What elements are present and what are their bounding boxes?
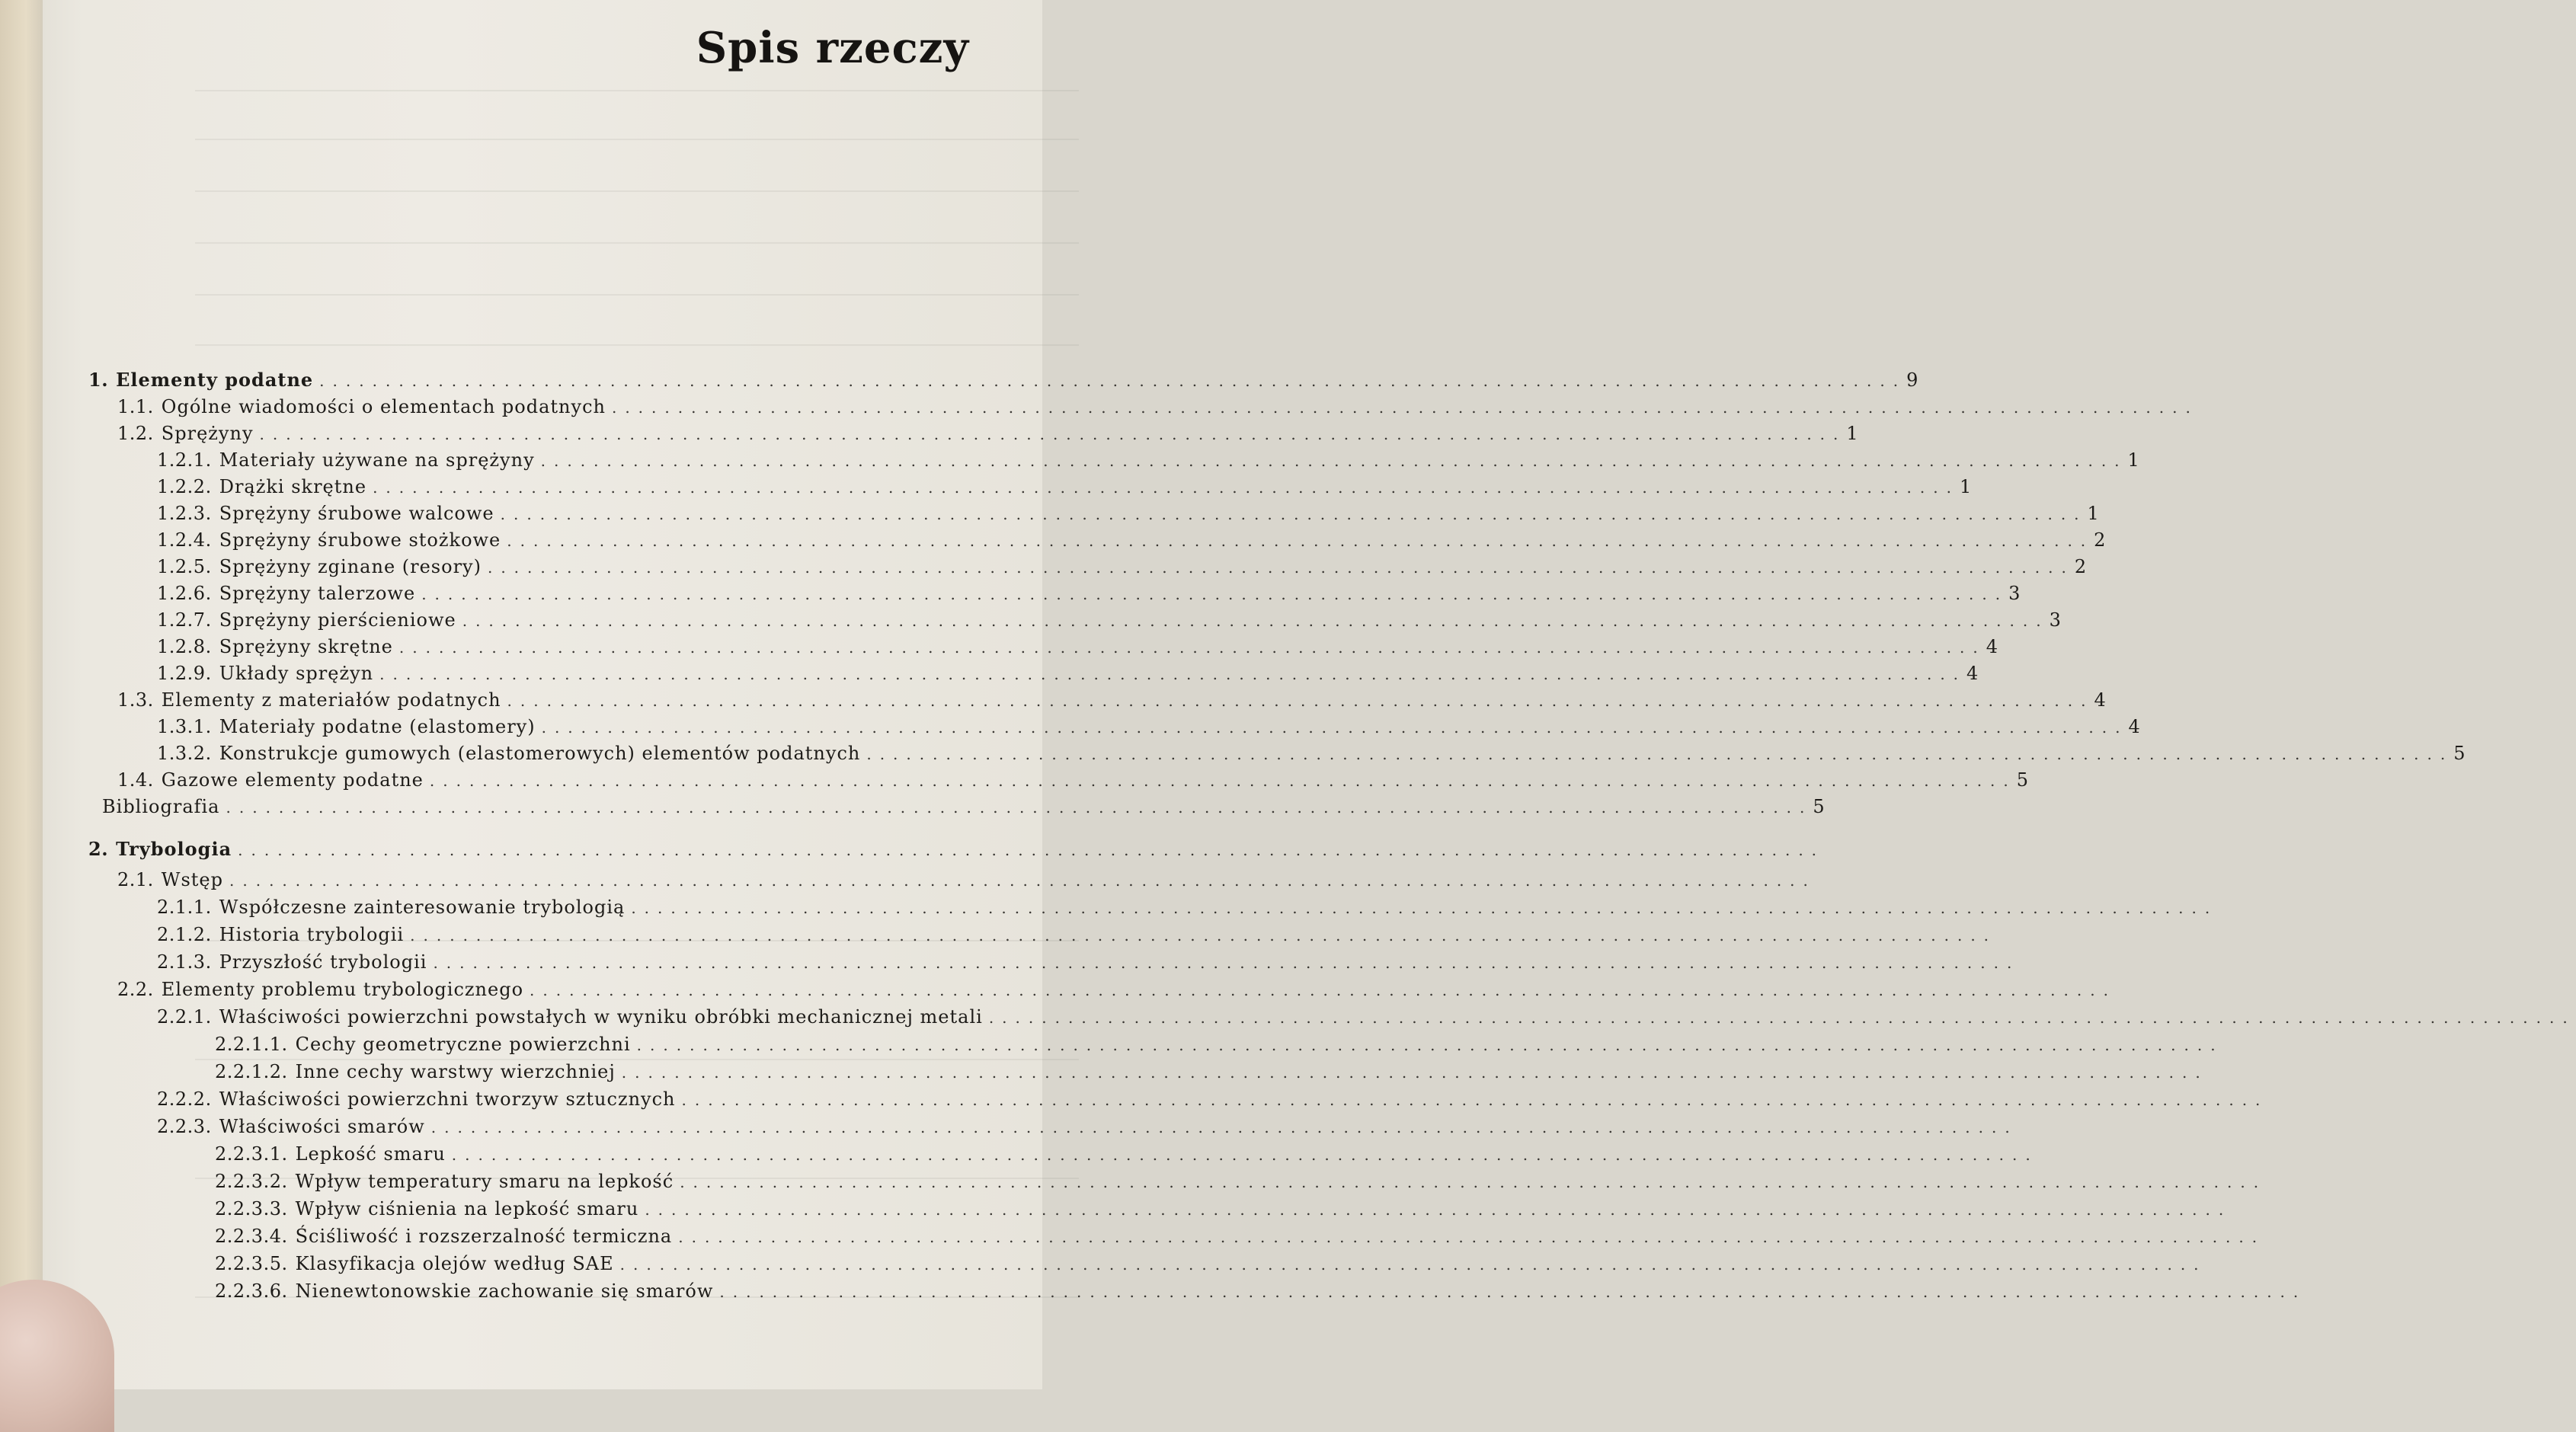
dot-leader: ........................................................................................................................ bbox=[398, 638, 1986, 657]
toc-entry-title: Bibliografia bbox=[102, 796, 220, 817]
dot-leader: ........................................................................................................................ bbox=[430, 1118, 2018, 1136]
dot-leader: ........................................................................................................................ bbox=[373, 478, 1960, 497]
dot-leader: ........................................................................................................................ bbox=[636, 1036, 2224, 1054]
toc-entry-number: 1.2.4. bbox=[157, 529, 212, 551]
toc-entry[interactable] bbox=[157, 1086, 2269, 1112]
toc-entry-title: Elementy z materiałów podatnych bbox=[161, 689, 501, 711]
dot-leader: ........................................................................................................................ bbox=[451, 1146, 2039, 1164]
toc-entry-title: Sprężyny śrubowe stożkowe bbox=[219, 529, 501, 551]
book-spine bbox=[0, 0, 48, 1389]
book-page bbox=[43, 0, 2576, 1389]
toc-entry-page: 1 bbox=[1846, 423, 1858, 444]
toc-entry-title: Współczesne zainteresowanie trybologią bbox=[219, 897, 626, 918]
toc-entry-number: 1.3. bbox=[117, 689, 154, 711]
toc-entry-number: 1.1. bbox=[117, 396, 154, 417]
dot-leader: ........................................................................................................................ bbox=[433, 954, 2021, 972]
toc-entry-title: Lepkość smaru bbox=[295, 1143, 446, 1165]
toc-entry[interactable] bbox=[157, 500, 2099, 526]
bleed-through-line bbox=[195, 90, 1079, 91]
toc-entry[interactable] bbox=[157, 634, 1998, 660]
toc-entry[interactable] bbox=[157, 607, 2061, 633]
toc-entry[interactable] bbox=[215, 1278, 2307, 1304]
toc-entry-page: 1 bbox=[2127, 449, 2139, 471]
toc-entry-title: Ogólne wiadomości o elementach podatnych bbox=[161, 396, 606, 417]
toc-entry-number: 2.2.1. bbox=[157, 1006, 212, 1028]
toc-entry[interactable] bbox=[157, 1004, 2576, 1030]
toc-entry-number: 2.2.1.2. bbox=[215, 1061, 288, 1082]
toc-entry-page: 3 bbox=[2008, 583, 2021, 604]
toc-entry-page: 5 bbox=[1813, 796, 1825, 817]
toc-entry[interactable] bbox=[215, 1059, 2209, 1085]
toc-entry-title: Inne cechy warstwy wierzchniej bbox=[295, 1061, 616, 1082]
page-title: Spis rzeczy bbox=[696, 23, 969, 73]
toc-entry-number: 2.1.3. bbox=[157, 951, 212, 973]
dot-leader: ........................................................................................................................ bbox=[507, 532, 2094, 550]
dot-leader: ........................................................................................................................ bbox=[462, 612, 2050, 630]
toc-entry[interactable] bbox=[117, 394, 2199, 420]
toc-entry[interactable] bbox=[215, 1141, 2039, 1167]
dot-leader: ........................................................................................................................ bbox=[621, 1063, 2209, 1082]
toc-entry[interactable] bbox=[157, 1114, 2018, 1140]
toc-entry-title: Materiały używane na sprężyny bbox=[219, 449, 535, 471]
toc-entry-page: 3 bbox=[2049, 609, 2061, 631]
toc-entry-number: 2.2.3.6. bbox=[215, 1280, 288, 1302]
dot-leader: ........................................................................................................................ bbox=[487, 558, 2075, 577]
dot-leader: ........................................................................................................................ bbox=[379, 665, 1967, 683]
toc-entry-page: 4 bbox=[2094, 689, 2106, 711]
toc-entry-page: 4 bbox=[1966, 663, 1979, 684]
dot-leader: ........................................................................................................................ bbox=[988, 1008, 2576, 1027]
dot-leader: ........................................................................................................................ bbox=[540, 452, 2128, 470]
toc-entry-title: Konstrukcje gumowych (elastomerowych) elementów podatnych bbox=[219, 743, 861, 764]
toc-entry-number: 1.2.8. bbox=[157, 636, 212, 657]
toc-entry[interactable] bbox=[215, 1223, 2266, 1249]
toc-entry-title: Sprężyny bbox=[161, 423, 254, 444]
toc-entry-number: 2.2.2. bbox=[157, 1088, 212, 1110]
toc-entry-title: Drążki skrętne bbox=[219, 476, 367, 497]
toc-entry[interactable] bbox=[117, 977, 2117, 1002]
toc-entry-number: 2.1.1. bbox=[157, 897, 212, 918]
toc-entry-title: Układy sprężyn bbox=[219, 663, 374, 684]
toc-entry[interactable] bbox=[157, 580, 2021, 606]
dot-leader: ........................................................................................................................ bbox=[421, 585, 2009, 603]
dot-leader: ........................................................................................................................ bbox=[681, 1091, 2269, 1109]
toc-entry[interactable] bbox=[102, 794, 1825, 820]
toc-entry-page: 1 bbox=[2087, 503, 2099, 524]
toc-entry-number: 1.2.5. bbox=[157, 556, 212, 577]
bleed-through-line bbox=[195, 294, 1079, 296]
toc-entry-number: 2.2.3. bbox=[157, 1116, 212, 1137]
toc-entry-number: 1.3.2. bbox=[157, 743, 212, 764]
toc-entry[interactable] bbox=[117, 767, 2029, 793]
dot-leader: ........................................................................................................................ bbox=[645, 1200, 2232, 1219]
toc-entry-number: 2.2.3.4. bbox=[215, 1226, 288, 1247]
toc-entry-title: Elementy podatne bbox=[116, 369, 314, 391]
toc-entry-number: 2.2.3.3. bbox=[215, 1198, 288, 1219]
toc-entry-page: 9 bbox=[1906, 369, 1918, 391]
toc-entry-page: 2 bbox=[2074, 556, 2087, 577]
toc-entry-title: Właściwości powierzchni powstałych w wyniku obróbki mechanicznej metali bbox=[219, 1006, 983, 1028]
toc-entry-number: 2.2.1.1. bbox=[215, 1034, 288, 1055]
toc-entry-number: 2. bbox=[88, 838, 109, 860]
toc-entry-number: 2.2. bbox=[117, 979, 154, 1000]
dot-leader: ........................................................................................................................ bbox=[631, 899, 2219, 917]
toc-entry-number: 1.4. bbox=[117, 769, 154, 791]
dot-leader: ........................................................................................................................ bbox=[866, 745, 2454, 763]
toc-entry-page: 2 bbox=[2094, 529, 2106, 551]
toc-entry[interactable] bbox=[117, 420, 1858, 446]
toc-entry-number: 1.2.9. bbox=[157, 663, 212, 684]
toc-entry[interactable] bbox=[157, 714, 2140, 740]
toc-entry[interactable] bbox=[157, 949, 2021, 975]
toc-entry-page: 4 bbox=[1986, 636, 1998, 657]
toc-entry-title: Cechy geometryczne powierzchni bbox=[295, 1034, 631, 1055]
dot-leader: ........................................................................................................................ bbox=[238, 841, 1826, 859]
toc-entry-page: 4 bbox=[2128, 716, 2140, 737]
dot-leader: ........................................................................................................................ bbox=[678, 1228, 2266, 1246]
dot-leader: ........................................................................................................................ bbox=[229, 871, 1816, 890]
dot-leader: ........................................................................................................................ bbox=[226, 798, 1813, 817]
dot-leader: ........................................................................................................................ bbox=[507, 692, 2094, 710]
toc-entry-number: 2.2.3.1. bbox=[215, 1143, 288, 1165]
toc-entry-title: Klasyfikacja olejów według SAE bbox=[295, 1253, 614, 1274]
toc-entry-title: Właściwości powierzchni tworzyw sztucznych bbox=[219, 1088, 676, 1110]
toc-entry-title: Przyszłość trybologii bbox=[219, 951, 427, 973]
toc-entry[interactable] bbox=[157, 474, 1972, 500]
toc-entry-number: 1.2.7. bbox=[157, 609, 212, 631]
toc-entry-page: 5 bbox=[2016, 769, 2029, 791]
dot-leader: ........................................................................................................................ bbox=[429, 772, 2017, 790]
toc-entry-title: Gazowe elementy podatne bbox=[161, 769, 424, 791]
toc-entry-title: Wpływ temperatury smaru na lepkość bbox=[295, 1171, 674, 1192]
dot-leader: ........................................................................................................................ bbox=[259, 425, 1847, 443]
toc-entry-number: 1.2. bbox=[117, 423, 154, 444]
bleed-through-line bbox=[195, 139, 1079, 140]
toc-entry-title: Ściśliwość i rozszerzalność termiczna bbox=[295, 1226, 673, 1247]
bleed-through-line bbox=[195, 190, 1079, 192]
toc-entry[interactable] bbox=[215, 1168, 2267, 1194]
toc-entry-title: Wpływ ciśnienia na lepkość smaru bbox=[295, 1198, 639, 1219]
toc-entry-title: Sprężyny śrubowe walcowe bbox=[219, 503, 494, 524]
dot-leader: ........................................................................................................................ bbox=[619, 1255, 2207, 1274]
toc-entry-number: 1.3.1. bbox=[157, 716, 212, 737]
toc-entry-title: Wstęp bbox=[161, 869, 223, 890]
toc-entry-number: 1.2.3. bbox=[157, 503, 212, 524]
toc-entry[interactable] bbox=[157, 527, 2106, 553]
bleed-through-line bbox=[195, 344, 1079, 346]
toc-entry-number: 2.1.2. bbox=[157, 924, 212, 945]
dot-leader: ........................................................................................................................ bbox=[611, 398, 2199, 417]
toc-entry-number: 1. bbox=[88, 369, 109, 391]
toc-chapter-entry[interactable] bbox=[88, 836, 1826, 862]
toc-entry-number: 2.2.3.2. bbox=[215, 1171, 288, 1192]
toc-entry-title: Materiały podatne (elastomery) bbox=[219, 716, 536, 737]
toc-entry[interactable] bbox=[157, 554, 2087, 580]
bleed-through-line bbox=[195, 242, 1079, 244]
toc-entry-title: Sprężyny talerzowe bbox=[219, 583, 416, 604]
toc-entry[interactable] bbox=[117, 687, 2106, 713]
dot-leader: ........................................................................................................................ bbox=[500, 505, 2088, 523]
toc-entry[interactable] bbox=[157, 660, 1979, 686]
toc-entry-number: 2.2.3.5. bbox=[215, 1253, 288, 1274]
toc-chapter-entry[interactable] bbox=[88, 367, 1918, 393]
toc-entry-number: 1.2.6. bbox=[157, 583, 212, 604]
toc-entry[interactable] bbox=[157, 922, 1998, 948]
toc-entry[interactable] bbox=[215, 1251, 2207, 1277]
dot-leader: ........................................................................................................................ bbox=[530, 981, 2117, 999]
toc-entry-number: 1.2.2. bbox=[157, 476, 212, 497]
toc-entry-title: Sprężyny pierścieniowe bbox=[219, 609, 456, 631]
dot-leader: ........................................................................................................................ bbox=[719, 1283, 2307, 1301]
toc-entry[interactable] bbox=[117, 867, 1816, 893]
toc-entry[interactable] bbox=[157, 740, 2466, 766]
toc-entry-page: 1 bbox=[1959, 476, 1972, 497]
toc-entry-number: 2.1. bbox=[117, 869, 154, 890]
toc-entry-title: Sprężyny skrętne bbox=[219, 636, 393, 657]
dot-leader: ........................................................................................................................ bbox=[541, 718, 2129, 737]
dot-leader: ........................................................................................................................ bbox=[410, 926, 1998, 945]
toc-entry-page: 5 bbox=[2453, 743, 2466, 764]
toc-entry[interactable] bbox=[157, 447, 2139, 473]
dot-leader: ........................................................................................................................ bbox=[680, 1173, 2267, 1191]
toc-entry[interactable] bbox=[157, 894, 2219, 920]
dot-leader: ........................................................................................................................ bbox=[319, 372, 1907, 390]
toc-entry-title: Właściwości smarów bbox=[219, 1116, 425, 1137]
toc-entry-title: Historia trybologii bbox=[219, 924, 405, 945]
toc-entry-title: Nienewtonowskie zachowanie się smarów bbox=[295, 1280, 714, 1302]
toc-entry-title: Elementy problemu trybologicznego bbox=[161, 979, 524, 1000]
toc-entry-title: Sprężyny zginane (resory) bbox=[219, 556, 482, 577]
toc-entry[interactable] bbox=[215, 1031, 2224, 1057]
toc-entry-title: Trybologia bbox=[116, 838, 232, 860]
toc-entry[interactable] bbox=[215, 1196, 2232, 1222]
toc-entry-number: 1.2.1. bbox=[157, 449, 212, 471]
